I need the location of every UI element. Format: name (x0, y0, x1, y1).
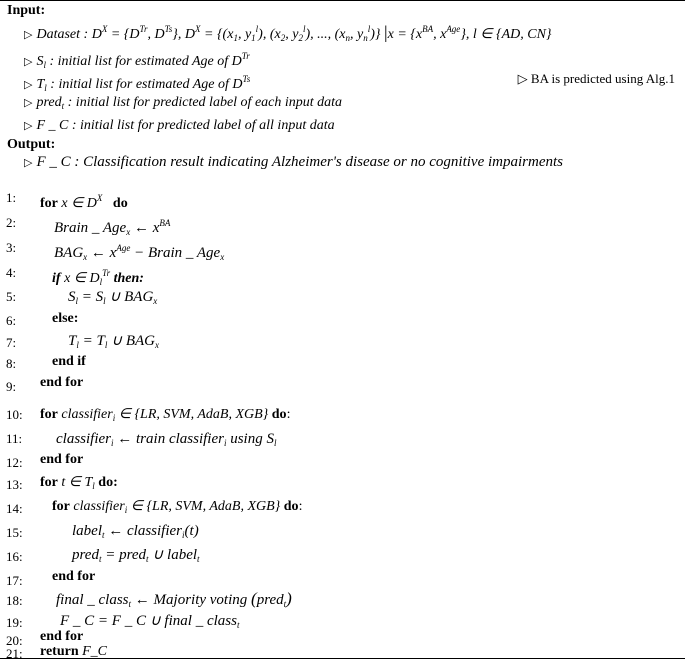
step-2: Brain _ Age$_x$ ← $x^{BA}$ (54, 218, 171, 237)
step-13: for t ∈ $T_l$ do: (40, 475, 118, 491)
step-15: label$_t$ ← classifier$_i$(t) (72, 523, 199, 540)
comment-triangle-icon: ▷ (24, 29, 33, 41)
line-number: 14: (6, 501, 23, 516)
line-number: 13: (6, 477, 23, 492)
line-number: 11: (6, 431, 23, 446)
line-number: 1: (6, 190, 17, 205)
input-label: Input: (7, 3, 46, 18)
step-1: for x ∈ $D^X$ do (40, 193, 128, 211)
step-3: $BAG_x$ ← $x^{Age}$ − Brain _ Age$_x$ (54, 243, 225, 262)
step-6: else: (52, 311, 79, 326)
line-number: 16: (6, 549, 23, 564)
input-T: ▷ $T_l$ : initial list for estimated Age of $D^{Ts}$ (24, 74, 251, 93)
line-number: 3: (6, 240, 17, 255)
step-20: end for (40, 629, 84, 644)
step-14: for classifier$_i$ ∈ {LR, SVM, AdaB, XGB} do: (52, 499, 303, 515)
step-4: if x ∈ $D_l^{Tr}$ then: (52, 268, 144, 287)
line-number: 12: (6, 455, 23, 470)
step-7: $T_l = T_l$ ∪ $BAG_x$ (68, 333, 159, 350)
line-number: 10: (6, 407, 23, 422)
step-9: end for (40, 375, 84, 390)
input-dataset: ▷ Dataset : $D^X = \{D^{Tr}$, $D^{Ts}$}, $D^X = \{(x_1$, $y_1^l$), ($x_2$, $y_2^l$), ..., ($x_n$, $y_n^l$)} $|x = \{x^{BA}$, $x^{Age}$}, l ∈ {AD, CN} (24, 22, 552, 43)
step-10: for classifier$_i$ ∈ {LR, SVM, AdaB, XGB} do: (40, 407, 291, 423)
output-label: Output: (7, 137, 56, 152)
line-number: 6: (6, 313, 17, 328)
comment-triangle-icon: ▷ (24, 79, 33, 91)
line-number: 20: (6, 633, 23, 648)
output-desc: ▷ F _ C : Classification result indicating Alzheimer's disease or no cognitive impairments (24, 154, 563, 170)
step-5: $S_l = S_l$ ∪ $BAG_x$ (68, 289, 158, 306)
input-pred: ▷ pred$_t$ : initial list for predicted label of each input data (24, 95, 343, 111)
step-21: return F_C (40, 644, 108, 659)
step-18: final _ class$_t$ ← Majority voting (pred$_t$) (56, 589, 292, 609)
line-number: 5: (6, 289, 17, 304)
line-number: 21: (6, 646, 23, 661)
line-number: 2: (6, 215, 17, 230)
step-8: end if (52, 354, 86, 369)
line-number: 4: (6, 265, 17, 280)
step-17: end for (52, 569, 96, 584)
input-FC: ▷ F _ C : initial list for predicted label of all input data (24, 118, 335, 133)
line-number: 15: (6, 525, 23, 540)
comment-ba-predicted: ▷ BA is predicted using Alg.1 (517, 71, 675, 86)
input-S: ▷ $S_l$ : initial list for estimated Age of $D^{Tr}$ (24, 51, 250, 70)
top-rule (0, 0, 685, 1)
step-16: pred$_t$ = pred$_t$ ∪ label$_t$ (72, 547, 200, 564)
comment-triangle-icon: ▷ (24, 97, 33, 109)
step-12: end for (40, 452, 84, 467)
line-number: 9: (6, 379, 17, 394)
line-number: 7: (6, 335, 17, 350)
line-number: 18: (6, 593, 23, 608)
comment-triangle-icon: ▷ (24, 120, 33, 132)
step-19: F _ C = F _ C ∪ final _ class$_t$ (60, 613, 240, 630)
line-number: 19: (6, 615, 23, 630)
line-number: 8: (6, 356, 17, 371)
step-11: classifier$_i$ ← train classifier$_i$ using $S_l$ (56, 431, 277, 448)
line-number: 17: (6, 573, 23, 588)
comment-triangle-icon: ▷ (24, 157, 33, 169)
comment-triangle-icon: ▷ (24, 56, 33, 68)
